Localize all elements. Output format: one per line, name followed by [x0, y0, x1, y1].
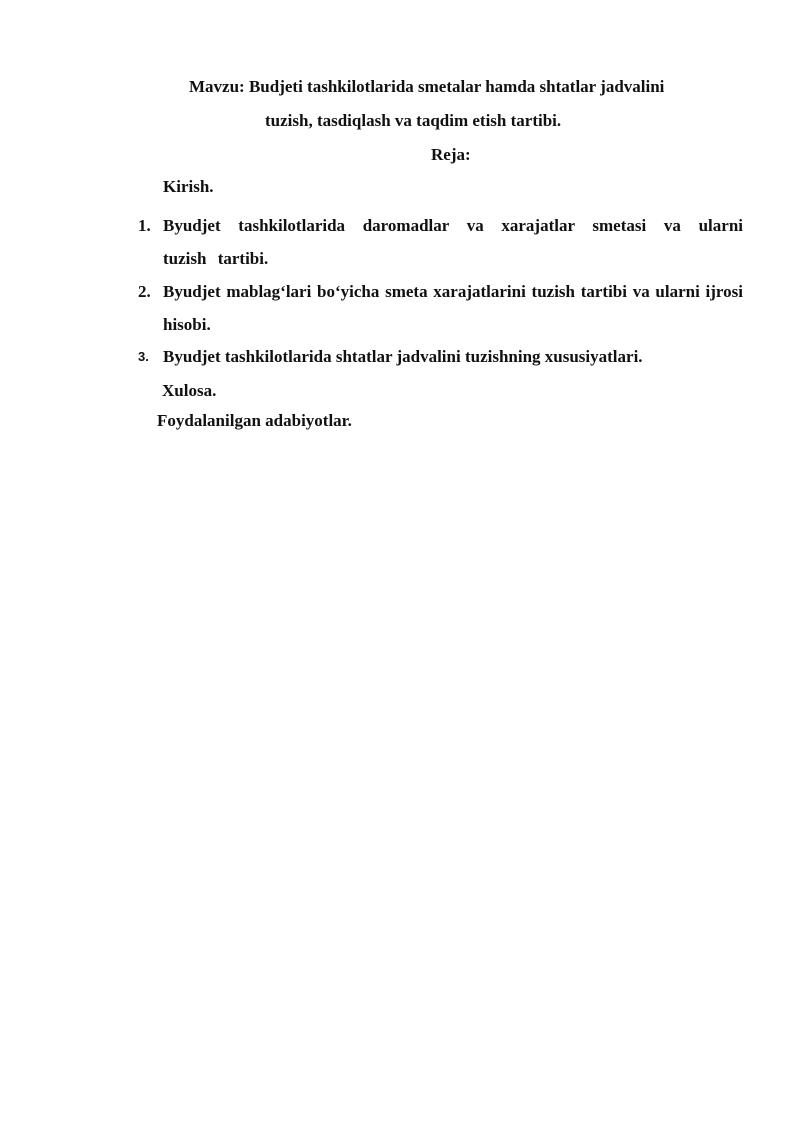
plan-heading: Reja: — [431, 145, 471, 164]
intro-item: Kirish. — [163, 177, 214, 196]
plan-item-1: Byudjet tashkilotlarida daromadlar va xarajatlar smetasi va ularni tuzish tartibi. — [163, 216, 743, 268]
topic-title-line-2: tuzish, tasdiqlash va taqdim etish tartibi. — [265, 111, 562, 130]
plan-item-number-3: 3. — [138, 349, 149, 364]
plan-item-2: Byudjet mablag‘lari bo‘yicha smeta xarajatlarini tuzish tartibi va ularni ijrosi hisobi. — [163, 282, 743, 334]
plan-item-number-1: 1. — [138, 216, 151, 235]
topic-title-line-1: Mavzu: Budjeti tashkilotlarida smetalar hamda shtatlar jadvalini — [189, 77, 665, 96]
plan-item-number-2: 2. — [138, 282, 151, 301]
references-item: Foydalanilgan adabiyotlar. — [157, 411, 352, 430]
plan-item-3: Byudjet tashkilotlarida shtatlar jadvalini tuzishning xususiyatlari. — [163, 347, 643, 366]
conclusion-item: Xulosa. — [162, 381, 217, 400]
